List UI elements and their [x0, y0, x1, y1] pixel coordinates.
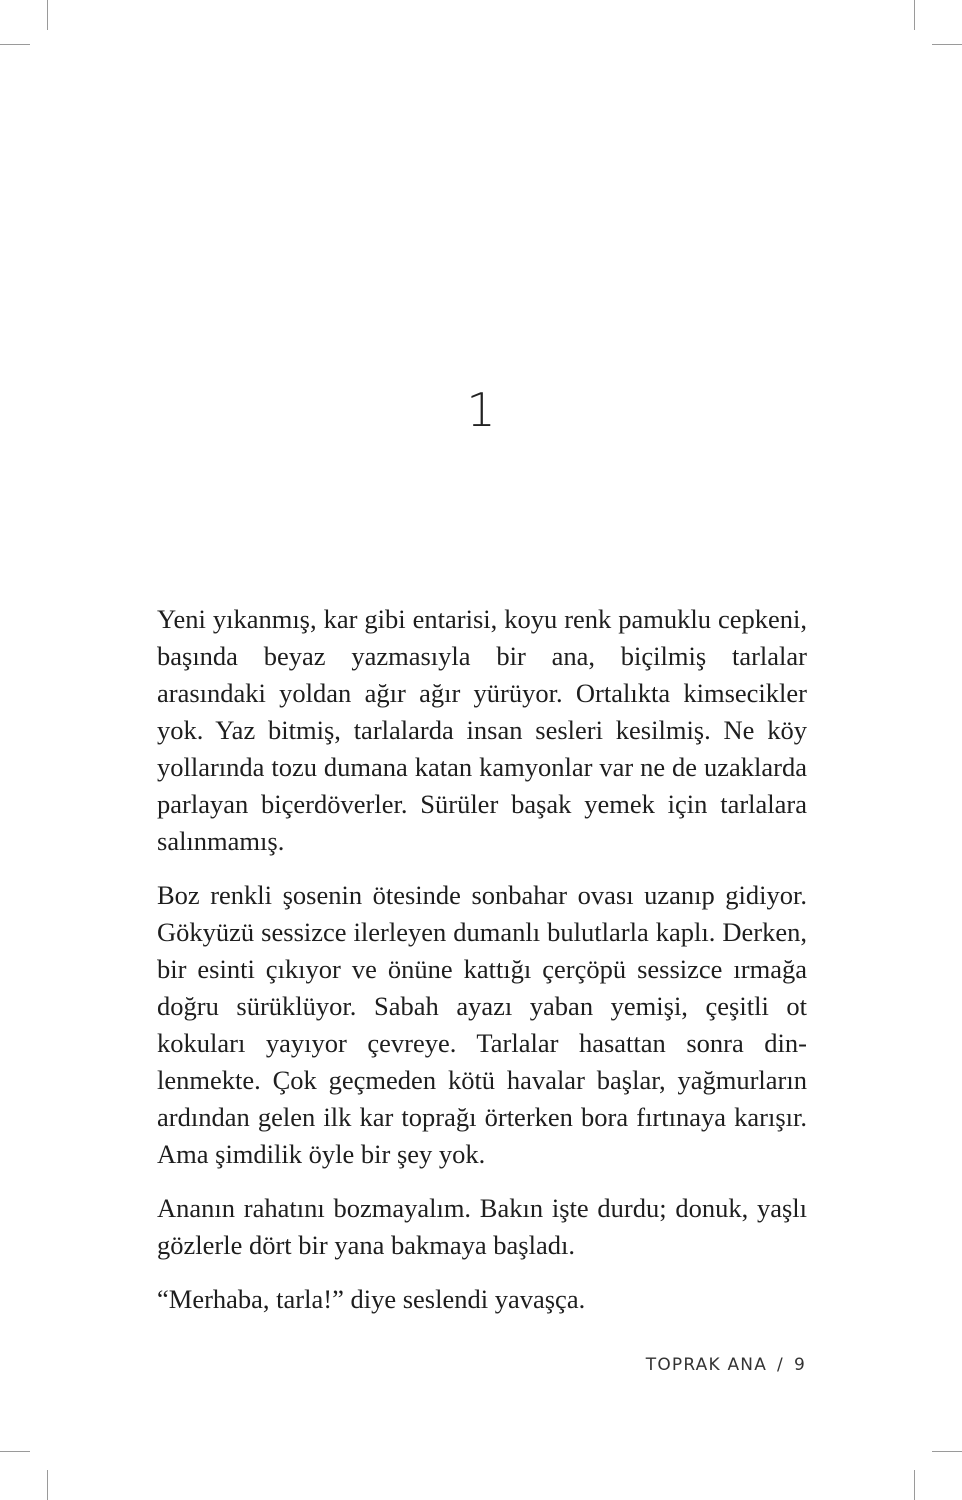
paragraph: Yeni yıkanmış, kar gibi entarisi, koyu renk pamuklu cepkeni, başında beyaz yazmasıyla bir ana, biçilmiş tarlalar arasındaki yoldan ağır ağır yürüyor. Ortalıkta kimsecikler yok. Yaz bitmiş, tarlalarda insan sesleri kesilmiş. Ne köy yollarında tozu dumana katan kamyonlar var ne de uzaklarda parlayan biçerdöverler. Sürüler başak yemek için tarlalara salınmamış.	[157, 604, 807, 856]
page-number: 9	[793, 1355, 806, 1375]
crop-mark-bottom-right	[932, 1451, 962, 1452]
crop-mark-top-right	[914, 0, 915, 30]
paragraph: Boz renkli şosenin ötesinde sonbahar ovası uzanıp gidiyor. Gökyüzü sessizce ilerleyen dumanlı bulutlarla kaplı. Derken, bir esinti çıkıyor ve önüne kattığı çerçöpü sessizce ırmağa doğru sürüklüyor. Sabah ayazı yaban yemişi, çeşitli ot kokuları yayıyor çevreye. Tarlalar hasattan sonra dinlenmekte. Çok geçmeden kötü havalar başlar, yağmurların ardından gelen ilk kar toprağı örterken bora fırtınaya karışır. Ama şimdilik öyle bir şey yok.	[157, 880, 807, 1169]
chapter-number: 1	[466, 383, 496, 437]
book-title: TOPRAK ANA	[645, 1355, 768, 1375]
crop-mark-bottom-left	[0, 1451, 30, 1452]
paragraph: Ananın rahatını bozmayalım. Bakın işte durdu; donuk, yaşlı gözlerle dört bir yana bakmaya başladı.	[157, 1193, 807, 1260]
crop-mark-bottom-right	[914, 1470, 915, 1500]
crop-mark-top-left	[0, 44, 30, 45]
chapter-body	[157, 601, 807, 1318]
running-footer	[646, 1355, 806, 1375]
crop-mark-bottom-left	[47, 1470, 48, 1500]
footer-separator: /	[777, 1355, 784, 1375]
crop-mark-top-left	[47, 0, 48, 30]
crop-mark-top-right	[932, 44, 962, 45]
paragraph: “Merhaba, tarla!” diye seslendi yavaşça.	[157, 1284, 586, 1314]
